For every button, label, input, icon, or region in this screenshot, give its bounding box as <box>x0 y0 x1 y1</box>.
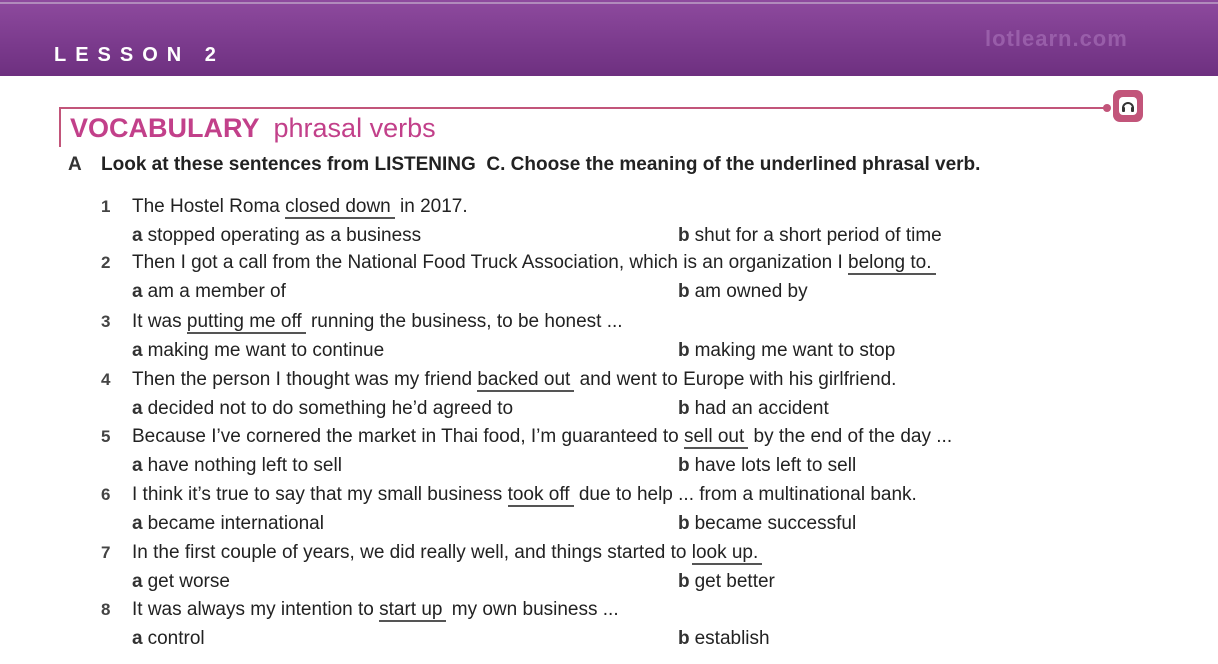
underlined-phrasal-verb: backed out <box>477 369 574 392</box>
sentence-text: by the end of the day ... <box>748 426 953 447</box>
question-row <box>0 483 1218 507</box>
options-row <box>0 339 1218 363</box>
option-b[interactable] <box>678 570 775 594</box>
option-label: b <box>678 340 690 361</box>
option-label: a <box>132 398 143 419</box>
option-text: have nothing left to sell <box>147 455 342 476</box>
option-a[interactable] <box>132 627 205 651</box>
option-label: b <box>678 398 690 419</box>
underlined-phrasal-verb: belong to. <box>848 252 935 275</box>
option-text: am owned by <box>694 281 808 302</box>
option-a[interactable] <box>132 339 384 363</box>
sentence-text: Then I got a call from the National Food Truck Association, which is an organization I <box>132 252 849 273</box>
option-text: became successful <box>694 513 857 534</box>
underlined-phrasal-verb: start up <box>379 599 446 622</box>
option-b[interactable] <box>678 512 856 536</box>
question-number: 4 <box>101 370 111 389</box>
audio-icon[interactable] <box>1113 90 1143 122</box>
underlined-phrasal-verb: putting me off <box>187 311 306 334</box>
option-a[interactable] <box>132 397 513 421</box>
question-sentence <box>132 425 952 449</box>
sentence-text: It was <box>132 311 187 332</box>
option-a[interactable] <box>132 512 324 536</box>
option-label: b <box>678 281 690 302</box>
question-number: 3 <box>101 312 111 331</box>
question-number: 6 <box>101 485 111 504</box>
question-sentence <box>132 368 896 392</box>
sentence-text: I think it’s true to say that my small business <box>132 484 508 505</box>
options-row <box>0 454 1218 478</box>
option-text: control <box>147 628 205 649</box>
option-b[interactable] <box>678 627 770 651</box>
option-label: a <box>132 628 143 649</box>
option-b[interactable] <box>678 339 895 363</box>
question-sentence <box>132 598 619 622</box>
instruction-text: Look at these sentences from LISTENING C. Choose the meaning of the underlined phrasal verb. <box>101 154 981 175</box>
question-sentence <box>132 541 762 565</box>
lesson-banner <box>0 0 1218 76</box>
question-number: 2 <box>101 253 111 272</box>
option-text: establish <box>694 628 770 649</box>
question-sentence <box>132 310 623 334</box>
section-divider-dot <box>1103 104 1111 112</box>
option-label: a <box>132 571 143 592</box>
question-sentence <box>132 483 917 507</box>
question-number: 8 <box>101 600 111 619</box>
option-text: making me want to continue <box>147 340 385 361</box>
question-row <box>0 251 1218 275</box>
options-row <box>0 397 1218 421</box>
sentence-text: running the business, to be honest ... <box>305 311 623 332</box>
option-label: a <box>132 281 143 302</box>
sentence-text: Because I’ve cornered the market in Thai food, I’m guaranteed to <box>132 426 685 447</box>
option-label: a <box>132 513 143 534</box>
options-row <box>0 627 1218 651</box>
exercise-instruction <box>68 154 980 176</box>
section-left-bar <box>59 107 61 147</box>
section-divider <box>60 107 1106 109</box>
sentence-text: in 2017. <box>394 196 468 217</box>
option-b[interactable] <box>678 397 829 421</box>
question-row <box>0 195 1218 219</box>
option-text: am a member of <box>147 281 286 302</box>
sentence-text: The Hostel Roma <box>132 196 286 217</box>
options-row <box>0 280 1218 304</box>
option-label: a <box>132 455 143 476</box>
option-text: decided not to do something he’d agreed to <box>147 398 514 419</box>
section-title: VOCABULARY <box>70 113 260 143</box>
banner-hairline <box>0 2 1218 4</box>
question-number: 1 <box>101 197 111 216</box>
options-row <box>0 512 1218 536</box>
options-row <box>0 570 1218 594</box>
question-number: 7 <box>101 543 111 562</box>
question-sentence <box>132 251 936 275</box>
options-row <box>0 224 1218 248</box>
section-heading <box>70 113 436 144</box>
sentence-text: Then the person I thought was my friend <box>132 369 478 390</box>
option-a[interactable] <box>132 454 342 478</box>
option-text: get better <box>694 571 775 592</box>
option-text: get worse <box>147 571 230 592</box>
option-label: b <box>678 513 690 534</box>
option-label: b <box>678 628 690 649</box>
option-text: had an accident <box>694 398 829 419</box>
question-sentence <box>132 195 468 219</box>
option-b[interactable] <box>678 224 942 248</box>
sentence-text: due to help ... from a multinational bank. <box>573 484 917 505</box>
option-label: a <box>132 340 143 361</box>
sentence-text: It was always my intention to <box>132 599 380 620</box>
section-subtitle: phrasal verbs <box>273 113 436 143</box>
underlined-phrasal-verb: closed down <box>285 196 395 219</box>
option-a[interactable] <box>132 280 286 304</box>
underlined-phrasal-verb: sell out <box>684 426 748 449</box>
option-b[interactable] <box>678 454 856 478</box>
option-text: have lots left to sell <box>694 455 857 476</box>
sentence-text: my own business ... <box>446 599 619 620</box>
question-row <box>0 368 1218 392</box>
option-label: b <box>678 225 690 246</box>
exercise-letter: A <box>68 154 82 175</box>
watermark: lotlearn.com <box>985 26 1128 51</box>
option-text: stopped operating as a business <box>147 225 422 246</box>
option-label: b <box>678 455 690 476</box>
underlined-phrasal-verb: look up. <box>692 542 763 565</box>
sentence-text: In the first couple of years, we did really well, and things started to <box>132 542 692 563</box>
option-a[interactable] <box>132 224 421 248</box>
underlined-phrasal-verb: took off <box>508 484 574 507</box>
option-label: b <box>678 571 690 592</box>
option-text: shut for a short period of time <box>694 225 942 246</box>
option-label: a <box>132 225 143 246</box>
option-text: became international <box>147 513 324 534</box>
question-number: 5 <box>101 427 111 446</box>
sentence-text: and went to Europe with his girlfriend. <box>574 369 897 390</box>
question-row <box>0 541 1218 565</box>
question-row <box>0 598 1218 622</box>
question-row <box>0 425 1218 449</box>
option-text: making me want to stop <box>694 340 896 361</box>
option-a[interactable] <box>132 570 230 594</box>
lesson-title: LESSON 2 <box>54 44 225 66</box>
option-b[interactable] <box>678 280 808 304</box>
question-row <box>0 310 1218 334</box>
